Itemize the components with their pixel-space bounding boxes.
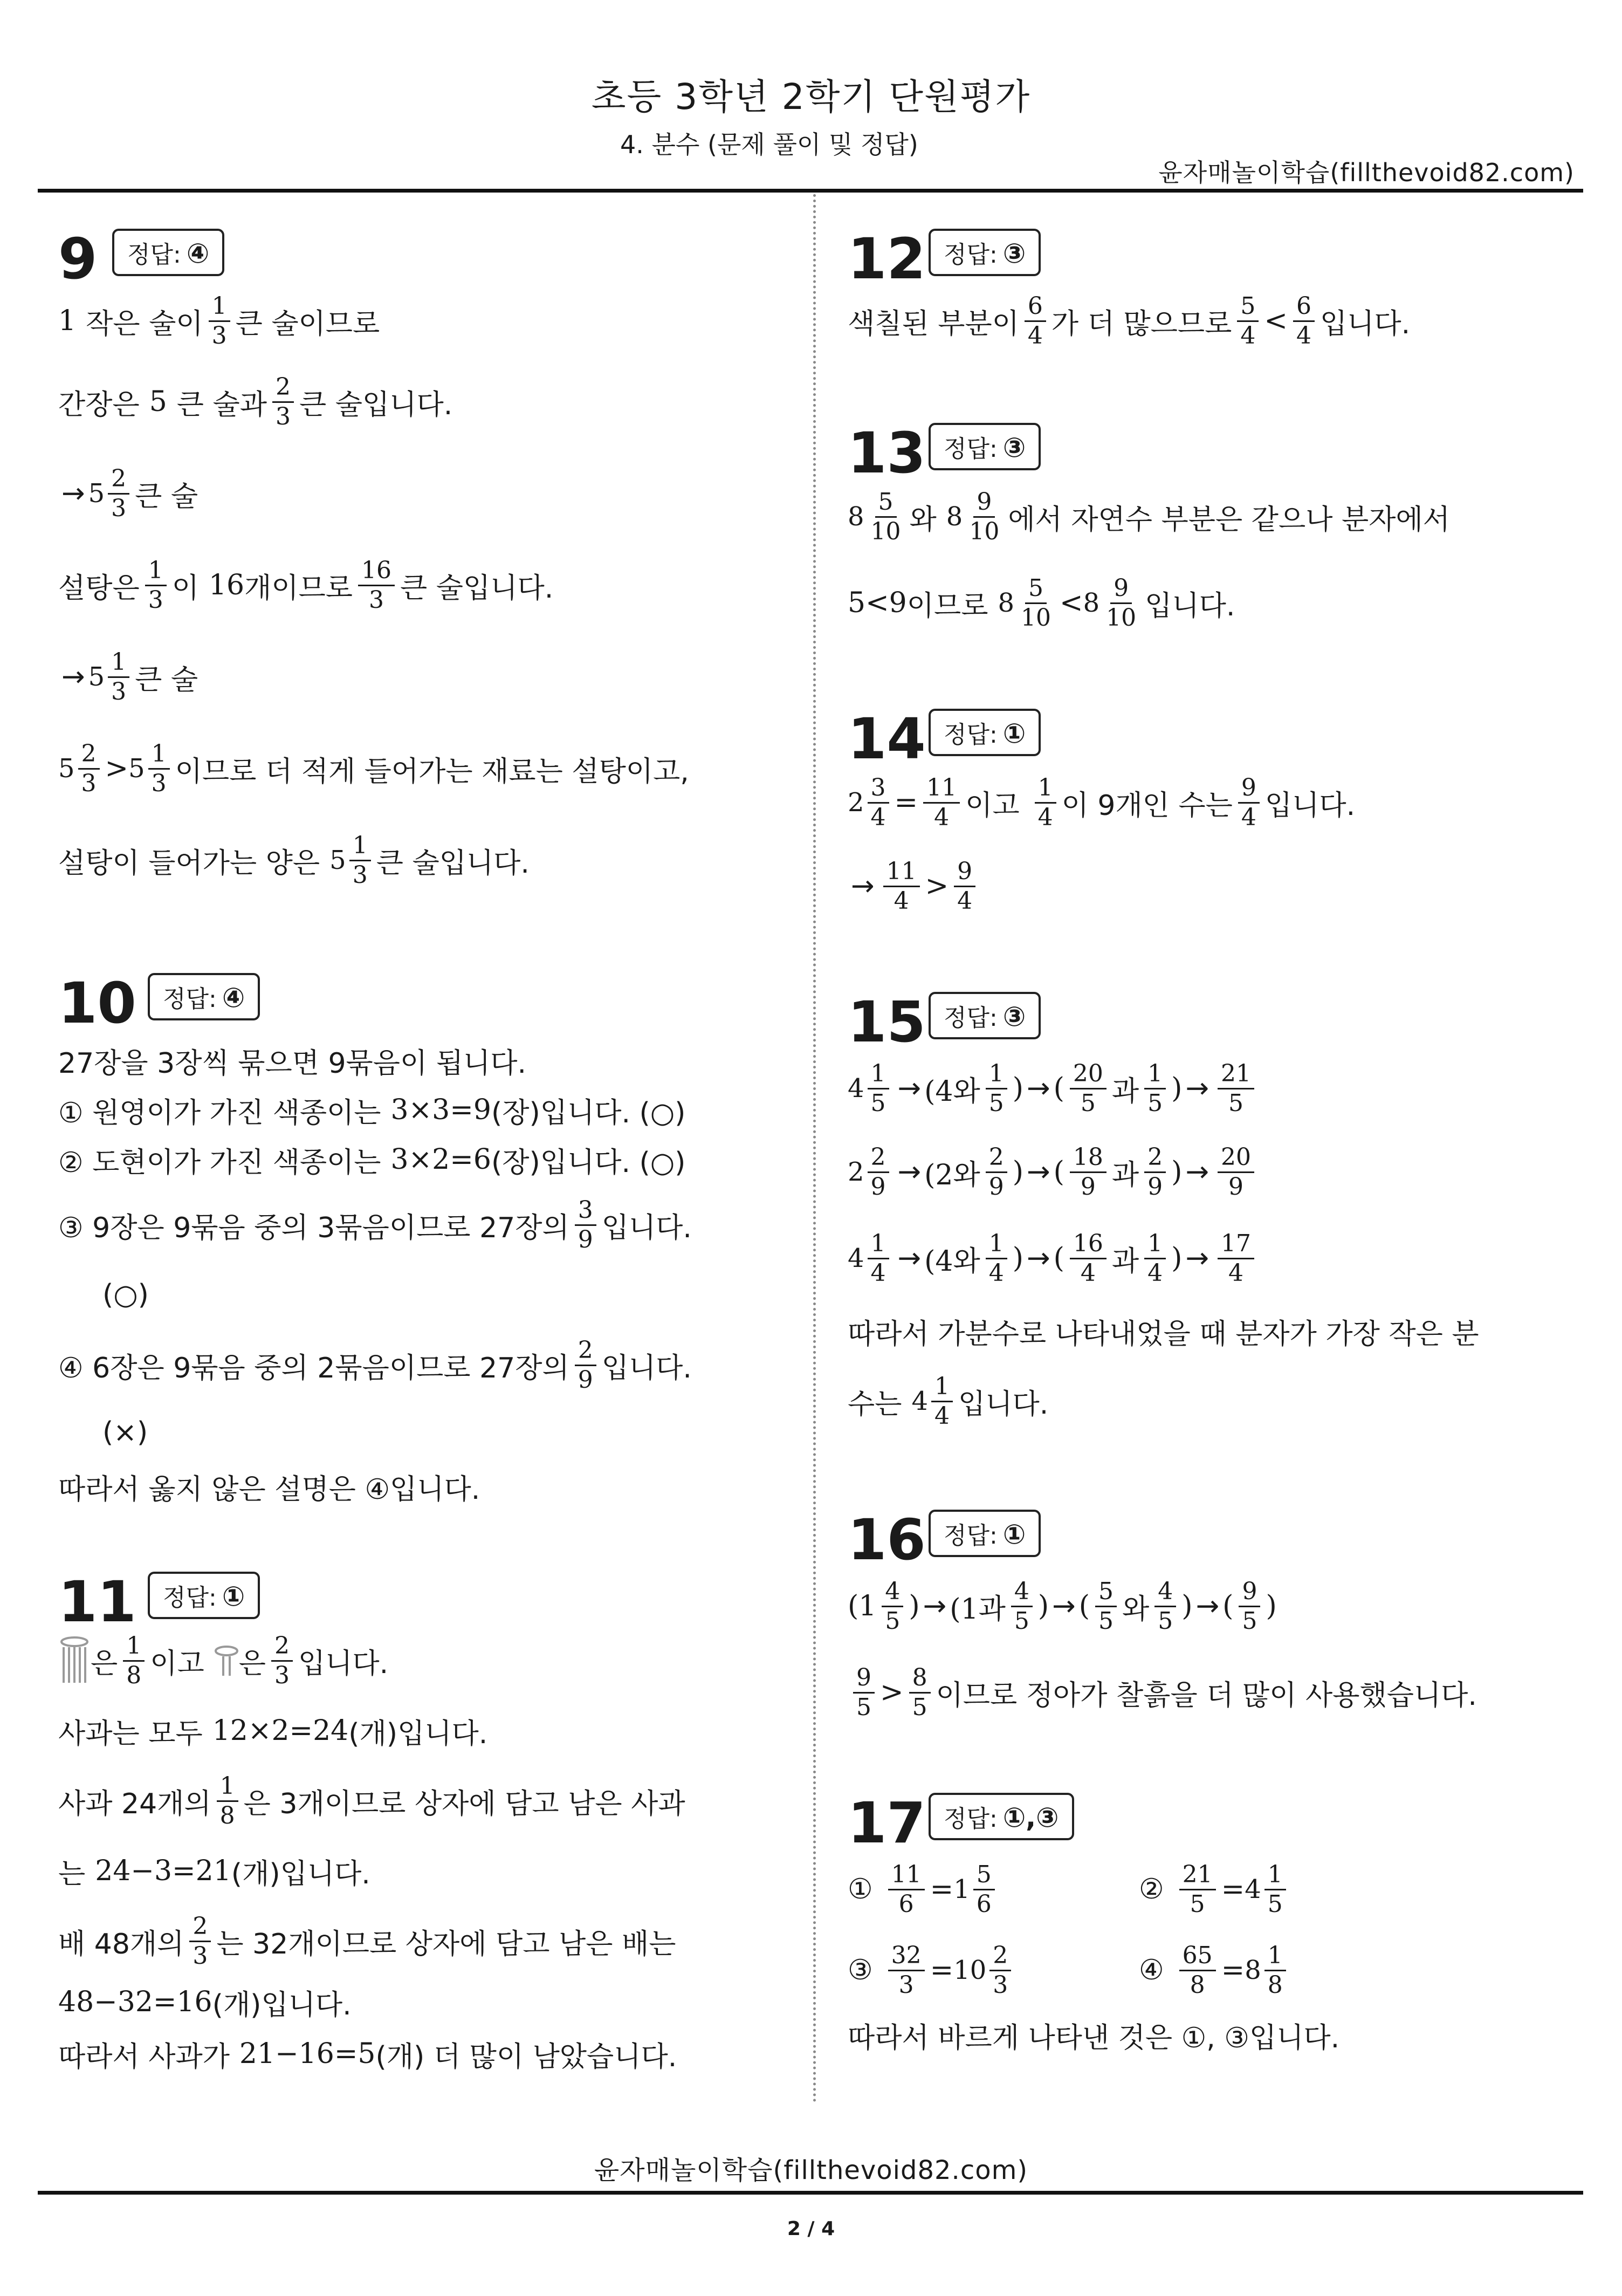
text: 큰 술입니다. [400,572,554,605]
conversion-row: 4 $\frac{1}{5}$ → (4와 $\frac{1}{5}$ ) → ( $\frac{20}{5}$ 과 $\frac{1}{5}$ ) → $\frac{21}{5}$ [848,1048,1592,1129]
fraction: $\frac{16}{3}$ [358,558,395,613]
math: 24−3=21 [95,1855,231,1887]
text: 큰 술입니다. [299,388,453,421]
mixed-number: 5 $\frac{2}{3}$ [58,741,105,796]
text: 작은 술이 [86,307,203,340]
text: ② 도현이가 가진 색종이는 [58,1146,381,1179]
mixed-number: 5 $\frac{1}{3}$ [128,741,175,796]
answer-value: ① [1002,718,1026,749]
text: 입니다. [601,1211,692,1244]
mixed-number: 8 $\frac{5}{10}$ [848,488,901,545]
text: 사과는 모두 [58,1717,203,1750]
answer-value: ③ [1002,238,1026,269]
header-site: 윤자매놀이학습(fillthevoid82.com) [1158,158,1575,187]
text: 설탕은 [58,572,140,605]
question-number: 12 [848,226,926,292]
text: 은 [91,1647,118,1680]
mixed-number: 2 $\frac{3}{4}$ [848,775,895,830]
text: (개)입니다. [348,1717,488,1750]
text: (개)입니다. [231,1858,370,1890]
page-number: 2 / 4 [787,2218,835,2240]
text: 와 [909,503,937,536]
question-10 [58,971,792,1513]
answer-badge [148,1572,260,1619]
answer-value: ④ [222,982,245,1013]
math: 48−32=16 [58,1986,212,2018]
conversion-row: 2 $\frac{2}{9}$ → (2와 $\frac{2}{9}$ ) → ( $\frac{18}{9}$ 과 $\frac{2}{9}$ ) → $\frac{20}{9}$ [848,1129,1592,1215]
math: 12×2=24 [212,1715,349,1747]
text: 큰 술입니다. [376,847,530,880]
text: 큰 술 [135,480,198,513]
answer-badge [929,1793,1074,1840]
text: 이므로 더 적게 들어가는 재료는 설탕이고, [175,755,689,788]
text: 입니다. [1145,590,1235,622]
fraction: $\frac{2}{3}$ [271,1633,293,1688]
question-number: 11 [58,1569,136,1635]
fraction: $\frac{9}{5}$ [853,1665,875,1720]
text: (개) 더 많이 남았습니다. [375,2040,677,2073]
answer-badge [929,992,1041,1039]
fraction: $\frac{3}{9}$ [575,1197,596,1252]
text: 입니다. [958,1388,1049,1421]
text: (×) [102,1416,148,1449]
fraction: $\frac{1}{8}$ [217,1773,238,1828]
question-17 [848,1791,1592,2059]
text: 입니다. [298,1647,389,1680]
question-number: 14 [848,706,926,772]
answer-label: 정답: [944,1004,998,1032]
text: 이 9개인 수는 [1061,789,1233,822]
fraction: $\frac{1}{4}$ [1035,775,1056,830]
text: 이고 [150,1647,204,1680]
question-16: 16 정답: ① (1 $\frac{4}{5}$ ) → (1과 $\frac{4}{5}$ ) → ( $\frac{5}{5}$ 와 $\frac{4}{5}$ ) → ( $\frac{9}{5}$ ) $\frac{9}{5}$ > $\frac{8}{5}$ 이므로 정아가 찰흙을 더 많이 사용했습니다. [848,1507,1477,1721]
top-rule [38,189,1583,193]
spoon-bundle-icon [58,1636,91,1685]
text: 1 [58,305,77,337]
math: 3×3=9 [390,1094,491,1126]
text: 이고 [965,789,1020,822]
text: 5 [149,386,167,418]
question-number: 10 [58,970,136,1036]
question-13: 13 정답: ③ 8 $\frac{5}{10}$ 와 8 $\frac{9}{10}$ 에서 자연수 부분은 같으나 분자에서 5<9 이므로 8 $\frac{5}{10}$ < 8 $\frac{9}{10}$ 입니다. [848,420,1450,632]
text: 는 [58,1858,86,1890]
text: 큰 술 [135,663,198,696]
text: 따라서 옳지 않은 설명은 ④입니다. [58,1473,480,1506]
spoon-icon [214,1644,239,1677]
mixed-number: 5 $\frac{1}{3}$ [88,649,135,704]
fraction: $\frac{1}{3}$ [209,293,230,348]
text: 큰 술이므로 [235,307,380,340]
answer-badge [148,973,260,1020]
option-2: ② $\frac{21}{5}$ = 4 $\frac{1}{5}$ [1139,1849,1291,1930]
option-3: ③ $\frac{32}{3}$ = 10 $\frac{2}{3}$ [848,1930,1016,2011]
question-number: 16 [848,1507,926,1573]
fraction: $\frac{1}{3}$ [145,558,167,613]
fraction: $\frac{5}{4}$ [1237,293,1259,348]
mixed-number: 5 $\frac{1}{3}$ [329,833,376,888]
bottom-rule [38,2191,1583,2195]
text: 은 [238,1647,266,1680]
text: ① 원영이가 가진 색종이는 [58,1096,381,1129]
question-9: 9 정답: ④ 1 작은 술이 $\frac{1}{3}$ 큰 술이므로 간장은 5 큰 술과 $\frac{2}{3}$ 큰 술입니다. → 5 $\frac{2}{3}$ 큰 술 설탕은 $\frac{1}{3}$ 이 16 개이므로 $\frac{16}{3}$ 큰 술입니다. → 5 $\frac{1}{3}$ 큰 술 5 $\frac{2}{3}$ > 5 $\frac{1}{3}$ 이므로 더 적게 들어가는 재료는 설탕이고, 설탕이 들어가는 양은 5 $\frac{1}{3}$ 큰 술입니다. [58,226,689,889]
mixed-number: 8 $\frac{5}{10}$ [998,574,1051,632]
question-15 [848,990,1592,1442]
question-14: 14 정답: ① 2 $\frac{3}{4}$ = $\frac{11}{4}$ 이고 $\frac{1}{4}$ 이 9개인 수는 $\frac{9}{4}$ 입니다. → $\frac{11}{4}$ > $\frac{9}{4}$ [848,706,1356,915]
text: 색칠된 부분이 [848,307,1019,340]
mixed-number: 4 $\frac{1}{4}$ [911,1374,958,1429]
text: 입니다. [601,1352,692,1385]
fraction: $\frac{6}{4}$ [1293,293,1315,348]
text: 입니다. [1264,789,1356,822]
fraction: $\frac{11}{4}$ [923,775,960,830]
answer-value: ④ [186,238,210,269]
answer-label: 정답: [163,985,217,1013]
question-12: 12 정답: ③ 색칠된 부분이 $\frac{6}{4}$ 가 더 많으므로 $\frac{5}{4}$ < $\frac{6}{4}$ 입니다. [848,226,1411,349]
text: (○) [102,1279,149,1311]
text: 따라서 가분수로 나타내었을 때 분자가 가장 작은 분 [848,1318,1479,1351]
question-number: 17 [848,1790,926,1856]
question-number: 13 [848,420,926,486]
text: ④ 6장은 9묶음 중의 2묶음이므로 27장의 [58,1352,569,1385]
text: 에서 자연수 부분은 같으나 분자에서 [1008,503,1450,536]
text: 따라서 사과가 [58,2040,230,2073]
fraction: $\frac{11}{4}$ [883,859,920,914]
option-1: ① $\frac{11}{6}$ = 1 $\frac{5}{6}$ [848,1849,1000,1930]
mixed-number: 8 $\frac{9}{10}$ [1083,574,1137,632]
text: 사과 24개의 [58,1787,211,1820]
page-subtitle: 4. 분수 (문제 풀이 및 정답) [620,130,918,159]
answer-label: 정답: [127,241,181,269]
text: 간장은 [58,388,140,421]
text: 수는 [848,1388,902,1421]
answer-badge [929,229,1041,276]
text: (개)입니다. [212,1989,352,2021]
answer-label: 정답: [944,1522,998,1550]
text: 이므로 [906,590,988,622]
option-4: ④ $\frac{65}{8}$ = 8 $\frac{1}{8}$ [1139,1930,1291,2011]
text: 27장을 3장씩 묶으면 9묶음이 됩니다. [58,1047,526,1080]
text: 가 더 많으므로 [1051,307,1232,340]
answer-label: 정답: [163,1584,217,1612]
arrow-icon: → [61,661,85,693]
fraction: $\frac{2}{9}$ [575,1338,596,1393]
text: 설탕이 들어가는 양은 [58,847,320,880]
fraction: $\frac{8}{5}$ [909,1665,931,1720]
math: 5<9 [848,587,907,619]
conversion-row: 4 $\frac{1}{4}$ → (4와 $\frac{1}{4}$ ) → ( $\frac{16}{4}$ 과 $\frac{1}{4}$ ) → $\frac{17}{4}$ [848,1215,1592,1301]
answer-badge [112,229,224,276]
fraction: $\frac{6}{4}$ [1025,293,1046,348]
column-divider [813,194,816,2103]
text: (장)입니다. (○) [491,1146,686,1179]
text: 16 [208,569,245,601]
answer-value: ① [222,1581,245,1612]
text: 개이므로 [244,572,353,605]
answer-label: 정답: [944,241,998,269]
mixed-number: 8 $\frac{9}{10}$ [946,488,1000,545]
answer-value: ①,③ [1002,1802,1059,1833]
mixed-number: 5 $\frac{2}{3}$ [88,466,135,521]
text: 은 3개이므로 상자에 담고 남은 사과 [243,1787,685,1820]
answer-value: ① [1002,1519,1026,1550]
page-title: 초등 3학년 2학기 단원평가 [591,76,1031,118]
answer-badge [929,423,1041,470]
text: 는 32개이므로 상자에 담고 남은 배는 [216,1928,676,1961]
answer-label: 정답: [944,721,998,749]
question-number: 9 [58,226,98,292]
text: 이 [171,572,199,605]
answer-label: 정답: [944,435,998,463]
fraction: $\frac{2}{3}$ [189,1914,211,1969]
question-number: 15 [848,989,926,1055]
math: 21−16=5 [239,2038,376,2070]
text: ③ 9장은 9묶음 중의 3묶음이므로 27장의 [58,1211,569,1244]
text: (장)입니다. (○) [491,1096,686,1129]
answer-label: 정답: [944,1805,998,1833]
text: 배 48개의 [58,1928,184,1961]
footer-site: 윤자매놀이학습(fillthevoid82.com) [594,2155,1028,2185]
answer-value: ③ [1002,432,1026,463]
fraction: $\frac{2}{3}$ [272,374,294,429]
text: 따라서 바르게 나타낸 것은 ①, ③입니다. [848,2021,1340,2054]
answer-badge [929,709,1041,756]
answer-value: ③ [1002,1001,1026,1032]
fraction: $\frac{1}{8}$ [123,1633,145,1688]
text: 입니다. [1319,307,1411,340]
text: 큰 술과 [176,388,267,421]
math: 3×2=6 [390,1143,491,1176]
answer-badge [929,1510,1041,1557]
arrow-icon: → [851,870,875,902]
question-11 [58,1569,792,2080]
fraction: $\frac{9}{4}$ [954,859,975,914]
fraction: $\frac{9}{4}$ [1238,775,1260,830]
arrow-icon: → [61,477,85,510]
text: 이므로 정아가 찰흙을 더 많이 사용했습니다. [936,1679,1477,1712]
